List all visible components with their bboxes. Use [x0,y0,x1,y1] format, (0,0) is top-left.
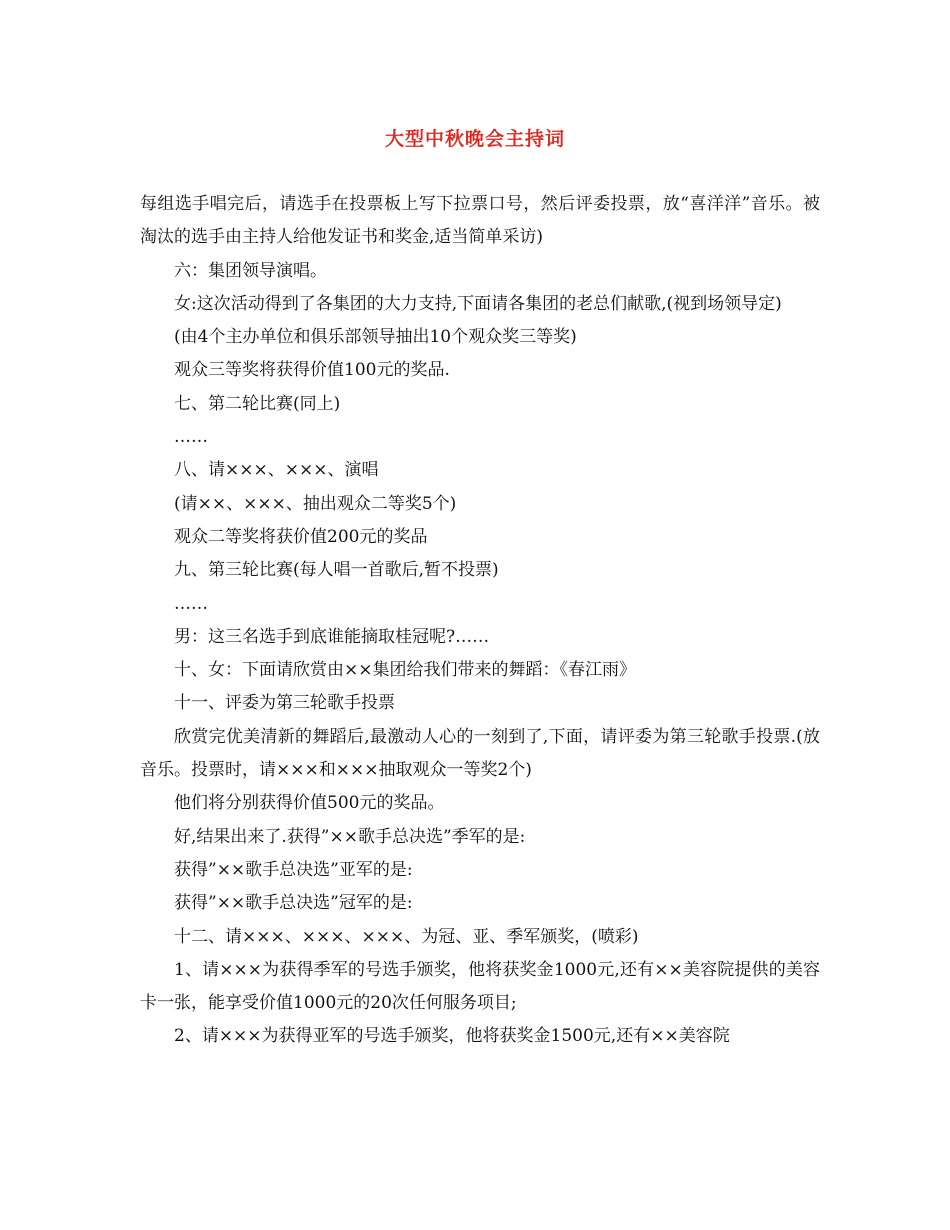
paragraph-second-prize-draw: (请××、×××、抽出观众二等奖5个) [174,493,457,514]
paragraph-third-prize-draw: (由4个主办单位和俱乐部领导抽出10个观众奖三等奖) [174,327,577,348]
document-body [140,188,820,1054]
document-title: 大型中秋晚会主持词 [384,128,565,150]
paragraph-ellipsis-1: …… [174,427,208,448]
paragraph-second-prize-value: 观众二等奖将获价值200元的奖品 [174,526,428,547]
paragraph-section-10: 十、女：下面请欣赏由××集团给我们带来的舞蹈：《春江雨》 [174,660,636,681]
paragraph-section-11: 十一、评委为第三轮歌手投票 [174,693,395,714]
paragraph-gold-result: 获得”××歌手总决选”冠军的是: [174,893,413,914]
paragraph-silver-result: 获得”××歌手总决选”亚军的是: [174,859,413,880]
paragraph-section-9: 九、第三轮比赛(每人唱一首歌后,暂不投票) [174,560,499,581]
paragraph-third-prize-value: 观众三等奖将获得价值100元的奖品. [174,360,450,381]
paragraph-award-bronze: 1、请×××为获得季军的号选手颁奖，他将获奖金1000元,还有××美容院提供的美容卡一张，能享受价值1000元的20次任何服务项目; [140,959,820,1014]
paragraph-section-7: 七、第二轮比赛(同上) [174,393,341,414]
paragraph-section-12: 十二、请×××、×××、×××、为冠、亚、季军颁奖，(喷彩) [174,926,639,947]
paragraph-bronze-result: 好,结果出来了.获得”××歌手总决选”季军的是: [174,826,526,847]
paragraph-leaders-song: 女:这次活动得到了各集团的大力支持,下面请各集团的老总们献歌,(视到场领导定) [174,293,782,314]
paragraph-award-silver: 2、请×××为获得亚军的号选手颁奖，他将获奖金1500元,还有××美容院 [174,1026,730,1047]
paragraph-third-round-vote: 欣赏完优美清新的舞蹈后,最激动人心的一刻到了,下面，请评委为第三轮歌手投票.(放音乐。投票时，请×××和×××抽取观众一等奖2个) [140,726,820,781]
paragraph-ellipsis-2: …… [174,593,208,614]
paragraph-section-6: 六：集团领导演唱。 [174,260,327,281]
paragraph-voting-rules: 每组选手唱完后，请选手在投票板上写下拉票口号，然后评委投票，放“喜洋洋”音乐。被淘汰的选手由主持人给他发证书和奖金,适当简单采访) [140,194,820,248]
paragraph-male-host: 男：这三名选手到底谁能摘取桂冠呢?…… [174,626,490,647]
paragraph-section-8: 八、请×××、×××、演唱 [174,460,379,481]
paragraph-first-prize-value: 他们将分别获得价值500元的奖品。 [174,793,445,814]
